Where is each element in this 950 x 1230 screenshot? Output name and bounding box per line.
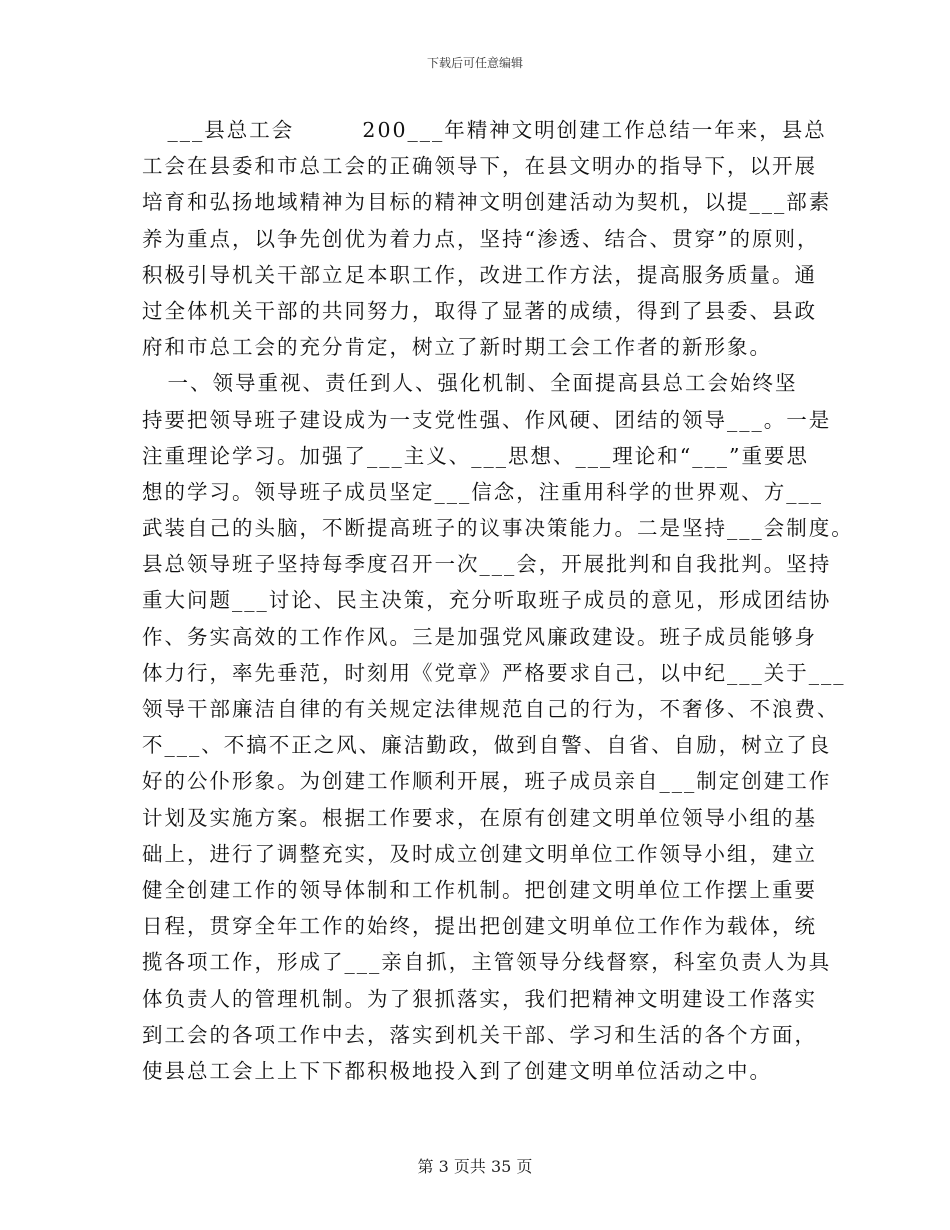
text-line: 体力行，率先垂范，时刻用《党章》严格要求自己，以中纪___关于___ xyxy=(142,660,846,685)
text-line: 日程，贯穿全年工作的始终，提出把创建文明单位工作作为载体，统 xyxy=(142,914,817,939)
text-line: 好的公仆形象。为创建工作顺利开展，班子成员亲自___制定创建工作 xyxy=(142,769,832,794)
text-line: 作、务实高效的工作作风。三是加强党风廉政建设。班子成员能够身 xyxy=(142,624,817,649)
text-line: 想的学习。领导班子成员坚定___信念，注重用科学的世界观、方___ xyxy=(142,479,823,504)
text-line: 武装自己的头脑，不断提高班子的议事决策能力。二是坚持___会制度。 xyxy=(142,516,854,541)
text-line: 注重理论学习。加强了___主义、___思想、___理论和“___”重要思 xyxy=(142,443,809,468)
text-line: 体负责人的管理机制。为了狠抓落实，我们把精神文明建设工作落实 xyxy=(142,986,817,1011)
text-line: 持要把领导班子建设成为一支党性强、作风硬、团结的领导___。一是 xyxy=(142,407,832,432)
header-note: 下载后可任意编辑 xyxy=(426,56,523,70)
text-line: 重大问题___讨论、民主决策，充分听取班子成员的意见，形成团结协 xyxy=(142,588,832,613)
text-line: 培育和弘扬地域精神为目标的精神文明创建活动为契机，以提___部素 xyxy=(142,190,832,215)
text-line: ___县总工会 200___年精神文明创建工作总结一年来，县总 xyxy=(142,118,827,142)
text-line: 揽各项工作，形成了___亲自抓，主管领导分线督察，科室负责人为具 xyxy=(142,950,832,975)
text-line: 领导干部廉洁自律的有关规定法律规范自己的行为，不奢侈、不浪费、 xyxy=(142,697,840,721)
text-line: 础上，进行了调整充实，及时成立创建文明单位工作领导小组，建立 xyxy=(142,841,817,866)
text-line: 计划及实施方案。根据工作要求，在原有创建文明单位领导小组的基 xyxy=(142,805,817,830)
text-line: 积极引导机关干部立足本职工作，改进工作方法，提高服务质量。通 xyxy=(142,262,817,287)
text-line: 使县总工会上上下下都积极地投入到了创建文明单位活动之中。 xyxy=(142,1058,772,1083)
text-line: 到工会的各项工作中去，落实到机关干部、学习和生活的各个方面， xyxy=(142,1022,817,1047)
document-body xyxy=(142,112,854,1089)
text-line: 府和市总工会的充分肯定，树立了新时期工会工作者的新形象。 xyxy=(142,335,772,360)
page-number-footer: 第 3 页共 35 页 xyxy=(417,1157,533,1176)
text-line: 健全创建工作的领导体制和工作机制。把创建文明单位工作摆上重要 xyxy=(142,877,817,902)
text-line: 工会在县委和市总工会的正确领导下，在县文明办的指导下，以开展 xyxy=(142,154,817,179)
text-line: 养为重点，以争先创优为着力点，坚持“渗透、结合、贯穿”的原则， xyxy=(142,226,820,251)
text-line: 不___、不搞不正之风、廉洁勤政，做到自警、自省、自励，树立了良 xyxy=(142,733,832,758)
text-line: 县总领导班子坚持每季度召开一次___会，开展批判和自我批判。坚持 xyxy=(142,552,832,577)
text-line: 过全体机关干部的共同努力，取得了显著的成绩，得到了县委、县政 xyxy=(142,298,817,323)
text-line: 一、领导重视、责任到人、强化机制、全面提高县总工会始终坚 xyxy=(142,371,798,396)
